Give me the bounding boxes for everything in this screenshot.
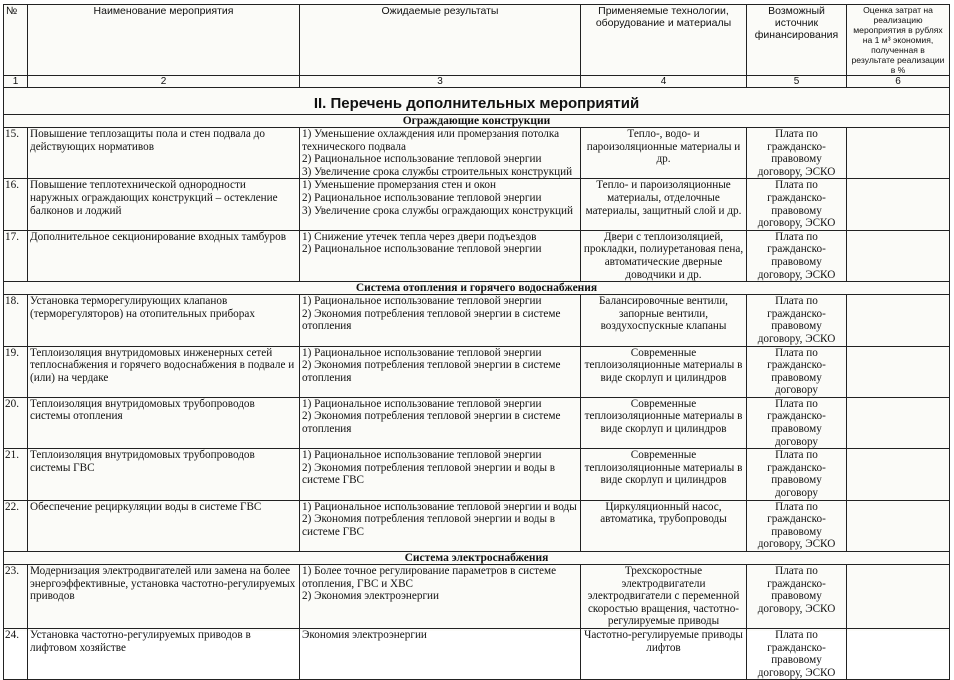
measure-number: 22.: [4, 500, 28, 551]
measure-number: 19.: [4, 346, 28, 397]
table-row: [4, 346, 950, 397]
cost-estimate: [847, 500, 950, 551]
financing-source: Плата по гражданско-правовому договору, ЭСКО: [747, 179, 847, 230]
result-line: Экономия электроэнергии: [302, 628, 427, 641]
technologies: Тепло-, водо- и пароизоляционные материалы и др.: [581, 128, 747, 179]
table-row: [4, 295, 950, 346]
financing-source: Плата по гражданско-правовому договору, ЭСКО: [747, 295, 847, 346]
section-title-row: [4, 88, 950, 115]
header-expected-results: Ожидаемые результаты: [300, 5, 581, 76]
table-row: [4, 179, 950, 230]
result-line: 1) Уменьшение охлаждения или промерзания потолка технического подвала: [302, 128, 560, 153]
measures-table: [3, 4, 950, 680]
financing-source: Плата по гражданско-правовому договору, ЭСКО: [747, 565, 847, 629]
expected-results: [300, 449, 581, 500]
measure-name: Установка терморегулирующих клапанов (терморегуляторов) на отопительных приборах: [28, 295, 300, 346]
financing-source: Плата по гражданско-правовому договору: [747, 449, 847, 500]
technologies: Современные теплоизоляционные материалы в виде скорлуп и цилиндров: [581, 449, 747, 500]
group-title-row: [4, 552, 950, 565]
financing-source: Плата по гражданско-правовому договору, ЭСКО: [747, 628, 847, 679]
technologies: Двери с теплоизоляцией, прокладки, полиуретановая пена, автоматические дверные доводчики и др.: [581, 230, 747, 281]
financing-source: Плата по гражданско-правовому договору: [747, 397, 847, 448]
expected-results: [300, 128, 581, 179]
header-measure-name: Наименование мероприятия: [28, 5, 300, 76]
financing-source: Плата по гражданско-правовому договору, ЭСКО: [747, 128, 847, 179]
measure-name: Повышение теплозащиты пола и стен подвала до действующих нормативов: [28, 128, 300, 179]
cost-estimate: [847, 295, 950, 346]
result-line: 1) Более точное регулирование параметров в системе отопления, ГВС и ХВС: [302, 565, 557, 590]
technologies: Балансировочные вентили, запорные вентили, воздухоспускные клапаны: [581, 295, 747, 346]
measure-name: Теплоизоляция внутридомовых трубопроводов системы ГВС: [28, 449, 300, 500]
technologies: Трехскоростные электродвигатели электродвигатели с переменной скоростью вращения, частотно-регулируемые приводы: [581, 565, 747, 629]
result-line: 1) Рациональное использование тепловой энергии и воды: [302, 500, 577, 513]
result-line: 2) Экономия потребления тепловой энергии в системе отопления: [302, 359, 561, 384]
measure-number: 23.: [4, 565, 28, 629]
result-line: 1) Уменьшение промерзания стен и окон: [302, 179, 496, 192]
measure-number: 17.: [4, 230, 28, 281]
group-title: Система отопления и горячего водоснабжения: [4, 282, 950, 295]
result-line: 3) Увеличение срока службы ограждающих конструкций: [302, 204, 573, 217]
technologies: Современные теплоизоляционные материалы в виде скорлуп и цилиндров: [581, 397, 747, 448]
column-number: 4: [581, 76, 747, 88]
result-line: 2) Экономия потребления тепловой энергии и воды в системе ГВС: [302, 461, 556, 487]
measure-number: 21.: [4, 449, 28, 500]
result-line: 2) Рациональное использование тепловой энергии: [302, 153, 542, 166]
result-line: 2) Экономия потребления тепловой энергии в системе отопления: [302, 410, 561, 436]
result-line: 1) Рациональное использование тепловой энергии: [302, 346, 542, 359]
technologies: Современные теплоизоляционные материалы в виде скорлуп и цилиндров: [581, 346, 747, 397]
table-row: [4, 500, 950, 551]
expected-results: [300, 565, 581, 629]
cost-estimate: [847, 179, 950, 230]
result-line: 3) Увеличение срока службы строительных конструкций: [302, 165, 573, 178]
measure-name: Теплоизоляция внутридомовых трубопроводов системы отопления: [28, 397, 300, 448]
technologies: Тепло- и пароизоляционные материалы, отделочные материалы, защитный слой и др.: [581, 179, 747, 230]
measure-number: 15.: [4, 128, 28, 179]
result-line: 2) Экономия потребления тепловой энергии в системе отопления: [302, 307, 561, 333]
cost-estimate: [847, 128, 950, 179]
result-line: 2) Рациональное использование тепловой энергии: [302, 243, 542, 256]
expected-results: [300, 230, 581, 281]
result-line: 2) Экономия электроэнергии: [302, 590, 440, 603]
column-number: 1: [4, 76, 28, 88]
expected-results: [300, 346, 581, 397]
result-line: 1) Снижение утечек тепла через двери подъездов: [302, 230, 537, 243]
result-line: 1) Рациональное использование тепловой энергии: [302, 295, 542, 308]
measure-name: Дополнительное секционирование входных тамбуров: [28, 230, 300, 281]
technologies: Циркуляционный насос, автоматика, трубопроводы: [581, 500, 747, 551]
cost-estimate: [847, 346, 950, 397]
document-page: [3, 4, 949, 679]
group-title-row: [4, 115, 950, 128]
header-technologies: Применяемые технологии, оборудование и материалы: [581, 5, 747, 76]
column-number: 2: [28, 76, 300, 88]
header-financing-source: Возможный источник финансирования: [747, 5, 847, 76]
group-title-row: [4, 282, 950, 295]
cost-estimate: [847, 449, 950, 500]
expected-results: [300, 397, 581, 448]
result-line: 2) Рациональное использование тепловой энергии: [302, 191, 542, 204]
financing-source: Плата по гражданско-правовому договору, ЭСКО: [747, 500, 847, 551]
financing-source: Плата по гражданско-правовому договору, ЭСКО: [747, 230, 847, 281]
group-title: Система электроснабжения: [4, 552, 950, 565]
group-title: Ограждающие конструкции: [4, 115, 950, 128]
section-title: II. Перечень дополнительных мероприятий: [4, 88, 950, 115]
table-row: [4, 449, 950, 500]
cost-estimate: [847, 230, 950, 281]
financing-source: Плата по гражданско-правовому договору: [747, 346, 847, 397]
measure-number: 24.: [4, 628, 28, 679]
table-body: [4, 115, 950, 680]
measure-number: 18.: [4, 295, 28, 346]
table-header-row: [4, 5, 950, 76]
table-row: [4, 128, 950, 179]
column-number-row: [4, 76, 950, 88]
technologies: Частотно-регулируемые приводы лифтов: [581, 628, 747, 679]
column-number: 3: [300, 76, 581, 88]
table-row: [4, 397, 950, 448]
measure-name: Повышение теплотехнической однородности наружных ограждающих конструкций – остекление балконов и лоджий: [28, 179, 300, 230]
result-line: 1) Рациональное использование тепловой энергии: [302, 449, 542, 462]
cost-estimate: [847, 397, 950, 448]
measure-name: Обеспечение рециркуляции воды в системе ГВС: [28, 500, 300, 551]
measure-name: Модернизация электродвигателей или замена на более энергоэффективные, установка частотно-регулируемых приводов: [28, 565, 300, 629]
result-line: 1) Рациональное использование тепловой энергии: [302, 397, 542, 410]
cost-estimate: [847, 565, 950, 629]
column-number: 5: [747, 76, 847, 88]
expected-results: [300, 295, 581, 346]
expected-results: [300, 628, 581, 679]
measure-name: Установка частотно-регулируемых приводов в лифтовом хозяйстве: [28, 628, 300, 679]
table-row: [4, 565, 950, 629]
cost-estimate: [847, 628, 950, 679]
measure-name: Теплоизоляция внутридомовых инженерных сетей теплоснабжения и горячего водоснабжения в подвале и (или) на чердаке: [28, 346, 300, 397]
expected-results: [300, 179, 581, 230]
measure-number: 20.: [4, 397, 28, 448]
header-cost-estimate: Оценка затрат на реализацию мероприятия в рублях на 1 м³ экономия, полученная в результате реализации в %: [847, 5, 950, 76]
table-row: [4, 230, 950, 281]
result-line: 2) Экономия потребления тепловой энергии и воды в системе ГВС: [302, 513, 556, 538]
expected-results: [300, 500, 581, 551]
header-number: №: [4, 5, 28, 76]
column-number: 6: [847, 76, 950, 88]
measure-number: 16.: [4, 179, 28, 230]
table-row: [4, 628, 950, 679]
